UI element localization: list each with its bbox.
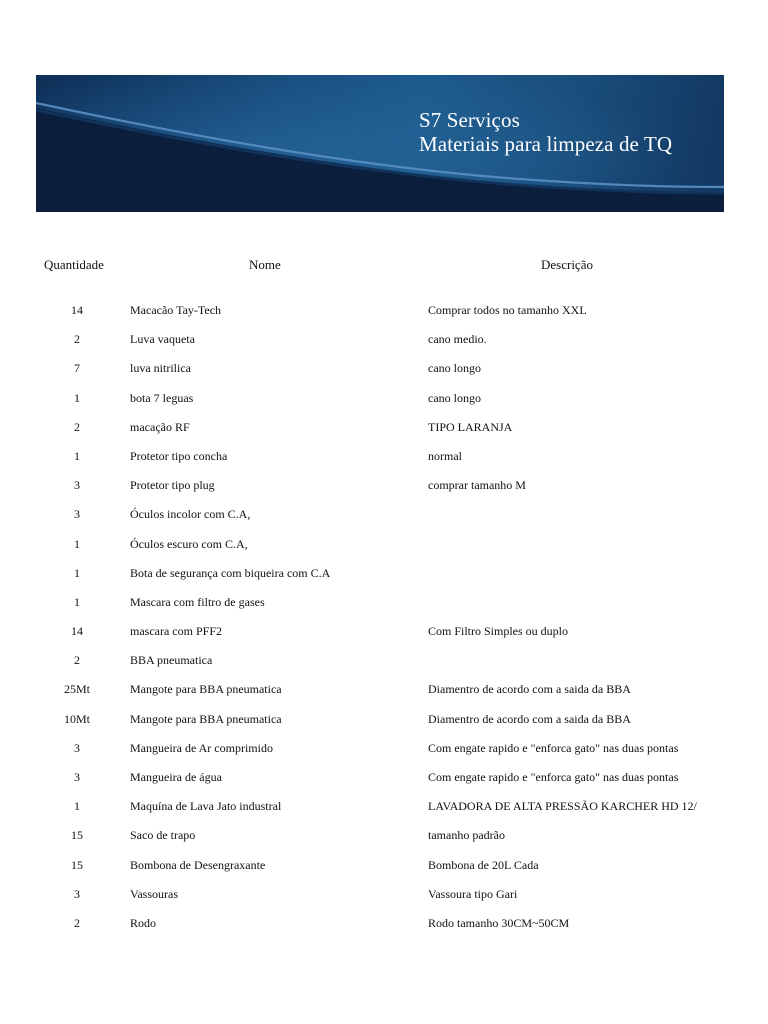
name-cell: Óculos incolor com C.A, xyxy=(130,507,251,522)
table-row xyxy=(0,534,768,563)
description-cell: Com engate rapido e "enforca gato" nas duas pontas xyxy=(428,770,679,784)
name-cell: Maquína de Lava Jato industral xyxy=(130,799,282,814)
table-row xyxy=(0,358,768,387)
title-line-subject: Materiais para limpeza de TQ xyxy=(419,132,673,156)
table-header xyxy=(0,257,768,277)
description-cell: tamanho padrão xyxy=(428,828,505,843)
description-cell: comprar tamanho M xyxy=(428,478,526,493)
table-row xyxy=(0,446,768,475)
name-cell: Protetor tipo plug xyxy=(130,478,215,493)
quantity-cell: 2 xyxy=(74,332,80,347)
table-row xyxy=(0,650,768,679)
description-cell: cano longo xyxy=(428,390,481,405)
name-cell: mascara com PFF2 xyxy=(130,624,222,639)
description-cell: Vassoura tipo Gari xyxy=(428,886,518,901)
name-cell: Mangueira de água xyxy=(130,770,222,784)
title-line-company: S7 Serviços xyxy=(419,108,520,132)
description-cell: Bombona de 20L Cada xyxy=(428,857,539,872)
quantity-cell: 3 xyxy=(74,507,80,522)
quantity-cell: 3 xyxy=(74,886,80,901)
name-cell: Rodo xyxy=(130,915,157,930)
name-cell: Protetor tipo concha xyxy=(130,448,228,463)
quantity-cell: 10Mt xyxy=(63,711,90,726)
header-banner xyxy=(36,75,724,212)
description-cell: cano medio. xyxy=(428,332,487,347)
table-row xyxy=(0,855,768,884)
description-cell: Diamentro de acordo com a saida da BBA xyxy=(428,682,631,697)
description-cell: Comprar todos no tamanho XXL xyxy=(428,303,587,317)
table-row xyxy=(0,417,768,446)
quantity-cell: 25Mt xyxy=(63,682,90,697)
column-header-name: Nome xyxy=(249,257,281,272)
table-row xyxy=(0,300,768,329)
quantity-cell: 1 xyxy=(74,799,80,814)
quantity-cell: 1 xyxy=(74,448,80,463)
table-row xyxy=(0,388,768,417)
quantity-cell: 3 xyxy=(74,770,80,784)
name-cell: Luva vaqueta xyxy=(130,332,195,347)
table-row xyxy=(0,709,768,738)
description-cell: normal xyxy=(428,448,462,463)
table-row xyxy=(0,679,768,708)
name-cell: Mangote para BBA pneumatica xyxy=(130,711,282,726)
name-cell: macação RF xyxy=(130,419,190,434)
table-row xyxy=(0,592,768,621)
quantity-cell: 1 xyxy=(74,536,80,551)
quantity-cell: 14 xyxy=(71,624,83,639)
table-row xyxy=(0,913,768,942)
table-row xyxy=(0,884,768,913)
quantity-cell: 1 xyxy=(74,565,80,580)
name-cell: Mangueira de Ar comprimido xyxy=(130,740,273,755)
quantity-cell: 15 xyxy=(71,828,83,843)
name-cell: Mangote para BBA pneumatica xyxy=(130,682,282,697)
description-cell: Diamentro de acordo com a saida da BBA xyxy=(428,711,631,726)
description-cell: cano longo xyxy=(428,361,481,376)
table-row xyxy=(0,796,768,825)
name-cell: luva nitrilica xyxy=(130,361,191,376)
name-cell: Macacão Tay-Tech xyxy=(130,303,222,317)
quantity-cell: 2 xyxy=(74,653,80,668)
name-cell: Vassouras xyxy=(130,886,178,901)
quantity-cell: 2 xyxy=(74,419,80,434)
quantity-cell: 3 xyxy=(74,740,80,755)
name-cell: Óculos escuro com C.A, xyxy=(130,536,248,551)
quantity-cell: 2 xyxy=(74,915,80,930)
name-cell: bota 7 leguas xyxy=(130,390,194,405)
description-cell: TIPO LARANJA xyxy=(428,419,513,434)
name-cell: Bombona de Desengraxante xyxy=(130,857,266,872)
quantity-cell: 14 xyxy=(71,303,83,317)
quantity-cell: 7 xyxy=(74,361,80,376)
description-cell: Com Filtro Simples ou duplo xyxy=(428,624,569,639)
quantity-cell: 15 xyxy=(71,857,83,872)
quantity-cell: 3 xyxy=(74,478,80,493)
table-row xyxy=(0,563,768,592)
table-row xyxy=(0,738,768,767)
description-cell: Com engate rapido e "enforca gato" nas duas pontas xyxy=(428,740,679,755)
name-cell: Mascara com filtro de gases xyxy=(130,594,265,609)
name-cell: Saco de trapo xyxy=(130,828,196,843)
table-row xyxy=(0,329,768,358)
quantity-cell: 1 xyxy=(74,594,80,609)
table-row xyxy=(0,825,768,854)
description-cell: Rodo tamanho 30CM~50CM xyxy=(428,915,570,930)
description-cell: LAVADORA DE ALTA PRESSÃO KARCHER HD 12/ xyxy=(428,799,697,814)
quantity-cell: 1 xyxy=(74,390,80,405)
table-row xyxy=(0,504,768,533)
name-cell: Bota de segurança com biqueira com C.A xyxy=(130,565,331,580)
materials-table xyxy=(0,300,768,942)
page-title xyxy=(419,108,672,156)
name-cell: BBA pneumatica xyxy=(130,653,213,668)
column-header-quantity: Quantidade xyxy=(44,257,104,272)
table-row xyxy=(0,767,768,796)
table-row xyxy=(0,475,768,504)
column-header-description: Descrição xyxy=(541,257,593,272)
table-row xyxy=(0,621,768,650)
